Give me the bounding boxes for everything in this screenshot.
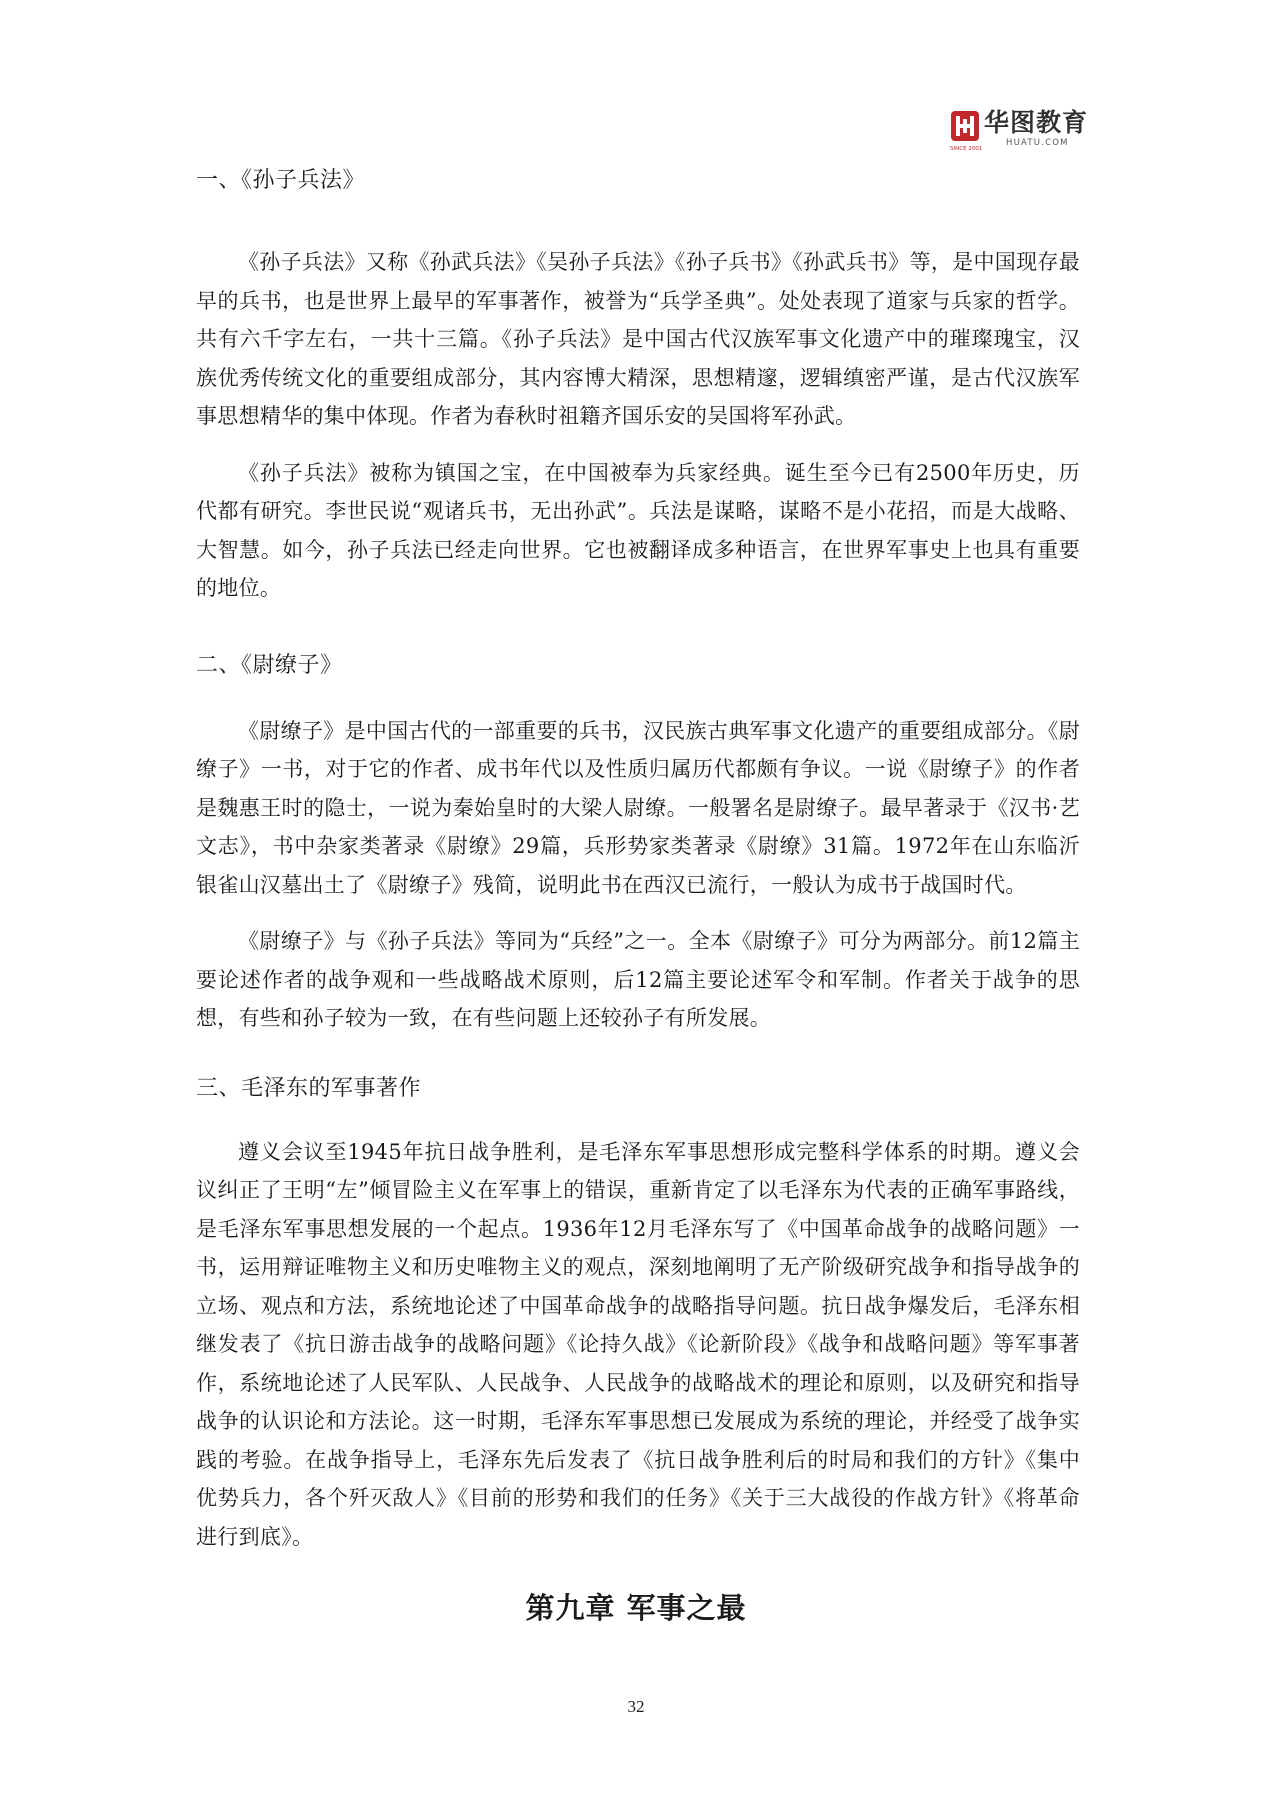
section-paragraph: 《尉缭子》与《孙子兵法》等同为“兵经”之一。全本《尉缭子》可分为两部分。前12篇主要论述作者的战争观和一些战略战术原则，后12篇主要论述军令和军制。作者关于战争的思想，有些和孙子较为一致，在有些问题上还较孙子有所发展。 [196, 929, 1080, 1030]
huatu-logo [950, 108, 1090, 152]
section-paragraph: 《尉缭子》是中国古代的一部重要的兵书，汉民族古典军事文化遗产的重要组成部分。《尉缭子》一书，对于它的作者、成书年代以及性质归属历代都颇有争议。一说《尉缭子》的作者是魏惠王时的隐士，一说为秦始皇时的大梁人尉缭。一般署名是尉缭子。最早著录于《汉书·艺文志》，书中杂家类著录《尉缭》29篇，兵形势家类著录《尉缭》31篇。1972年在山东临沂银雀山汉墓出土了《尉缭子》残简，说明此书在西汉已流行，一般认为成书于战国时代。 [196, 718, 1080, 897]
logo-name: 华图教育 [984, 108, 1089, 137]
section-title: 二、《尉缭子》 [196, 652, 343, 678]
section-paragraph: 《孙子兵法》被称为镇国之宝，在中国被奉为兵家经典。诞生至今已有2500年历史，历代都有研究。李世民说“观诸兵书，无出孙武”。兵法是谋略，谋略不是小花招，而是大战略、大智慧。如今，孙子兵法已经走向世界。它也被翻译成多种语言，在世界军事史上也具有重要的地位。 [196, 460, 1080, 600]
section-title: 一、《孙子兵法》 [196, 168, 366, 193]
logo-url: HUATU.COM [1006, 138, 1069, 148]
section-paragraph: 遵义会议至1945年抗日战争胜利，是毛泽东军事思想形成完整科学体系的时期。遵义会议纠正了王明“左”倾冒险主义在军事上的错误，重新肯定了以毛泽东为代表的正确军事路线，是毛泽东军事思想发展的一个起点。1936年12月毛泽东写了《中国革命战争的战略问题》一书，运用辩证唯物主义和历史唯物主义的观点，深刻地阐明了无产阶级研究战争和指导战争的立场、观点和方法，系统地论述了中国革命战争的战略指导问题。抗日战争爆发后，毛泽东相继发表了《抗日游击战争的战略问题》《论持久战》《论新阶段》《战争和战略问题》等军事著作，系统地论述了人民军队、人民战争、人民战争的战略战术的理论和原则，以及研究和指导战争的认识论和方法论。这一时期，毛泽东军事思想已发展成为系统的理论，并经受了战争实践的考验。在战争指导上，毛泽东先后发表了《抗日战争胜利后的时局和我们的方针》《集中优势兵力，各个歼灭敌人》《目前的形势和我们的任务》《关于三大战役的作战方针》《将革命进行到底》。 [196, 1139, 1080, 1549]
section-paragraph: 《孙子兵法》又称《孙武兵法》《吴孙子兵法》《孙子兵书》《孙武兵书》等，是中国现存最早的兵书，也是世界上最早的军事著作，被誉为“兵学圣典”。处处表现了道家与兵家的哲学。共有六千字左右，一共十三篇。《孙子兵法》是中国古代汉族军事文化遗产中的璀璨瑰宝，汉族优秀传统文化的重要组成部分，其内容博大精深，思想精邃，逻辑缜密严谨，是古代汉族军事思想精华的集中体现。作者为春秋时祖籍齐国乐安的吴国将军孙武。 [196, 250, 1080, 428]
logo-since: SINCE 2001 [950, 146, 983, 152]
main-content [196, 165, 1080, 1556]
section-title: 三、毛泽东的军事著作 [196, 1075, 422, 1101]
chapter-title: 第九章 军事之最 [525, 1591, 747, 1625]
huatu-logo-icon [950, 110, 980, 146]
page-number: 32 [627, 1697, 645, 1716]
